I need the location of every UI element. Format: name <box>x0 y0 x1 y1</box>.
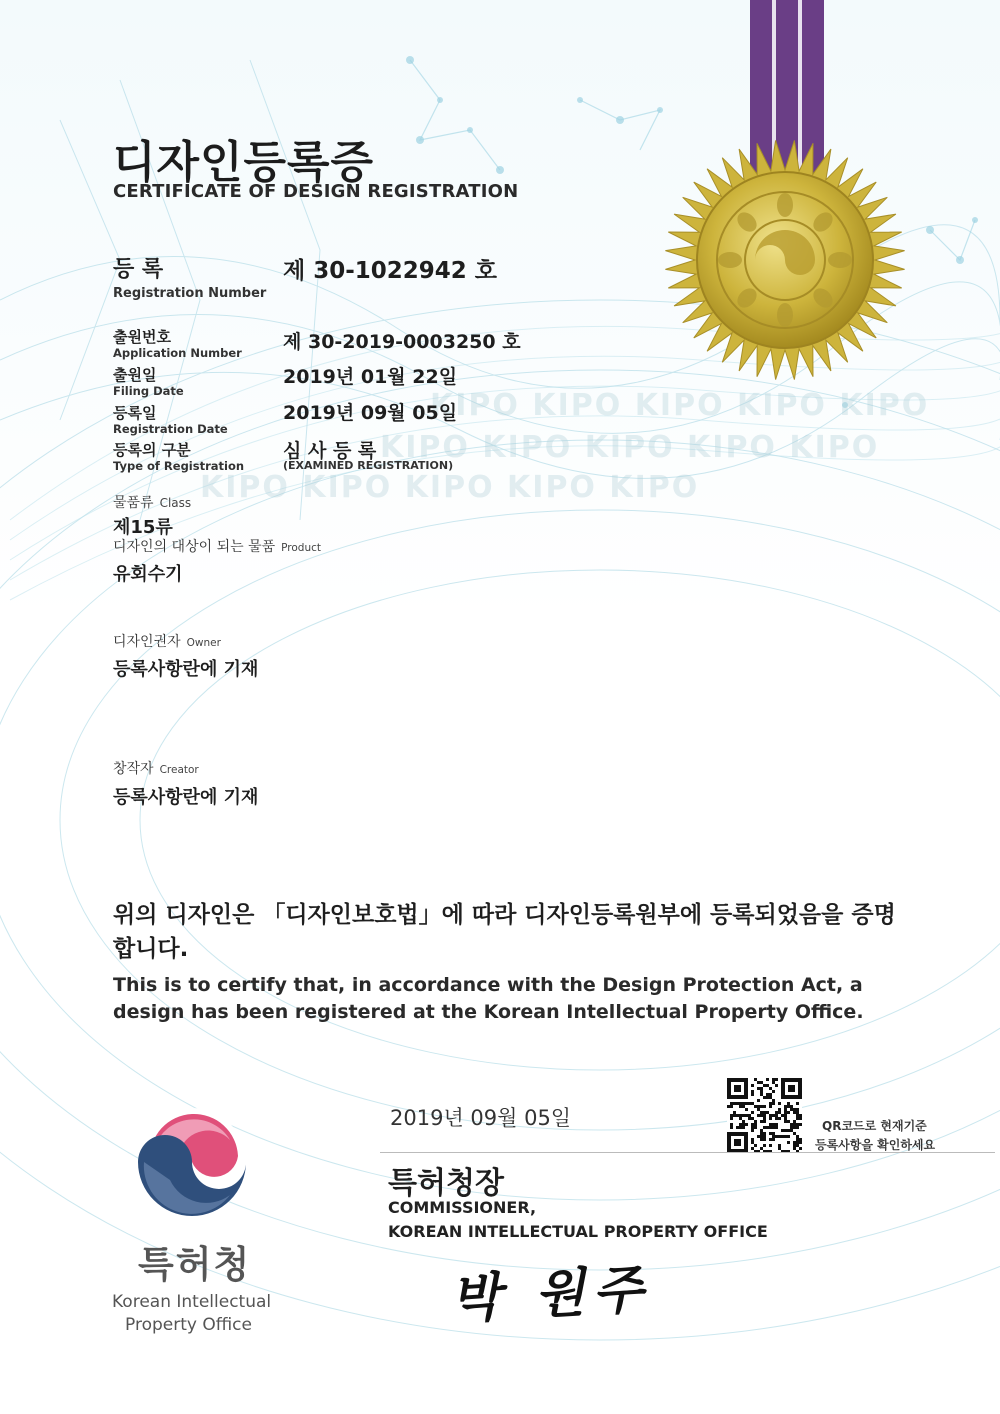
signature: 박 원주 <box>448 1258 653 1331</box>
qr-note-line2: 등록사항을 확인하세요 <box>815 1138 936 1152</box>
kipo-logo-icon <box>130 1100 255 1225</box>
qr-note-line1: QR코드로 현재기준 <box>822 1119 927 1133</box>
registration-date-label: 등록일 <box>113 404 157 422</box>
owner-label <box>113 631 221 651</box>
registration-date: 2019년 09월 05일 <box>283 402 458 424</box>
class-label-korean: 물품류 <box>113 495 154 511</box>
owner-label-english: Owner <box>186 637 221 649</box>
divider <box>380 1152 995 1153</box>
office-name-korean: 특허청 <box>138 1243 252 1286</box>
certificate-title: 디자인등록증 <box>113 137 375 188</box>
owner-label-korean: 디자인권자 <box>113 634 181 650</box>
creator-label-english: Creator <box>159 764 199 776</box>
filing-date: 2019년 01월 22일 <box>283 366 458 388</box>
gold-seal <box>660 135 910 385</box>
product-label-english: Product <box>281 542 321 554</box>
creator-label-korean: 창작자 <box>113 761 154 777</box>
registration-type-label-english: Type of Registration <box>113 459 245 473</box>
product-label-korean: 디자인의 대상이 되는 물품 <box>113 539 276 555</box>
application-number-label-english: Application Number <box>113 346 242 360</box>
qr-code[interactable] <box>727 1078 802 1153</box>
registration-label-english: Registration Number <box>113 286 267 301</box>
office-name-english-line1: Korean Intellectual <box>112 1292 272 1312</box>
registration-label: 등 록 <box>113 257 164 282</box>
watermark-row: KIPO KIPO KIPO KIPO KIPO <box>200 470 700 505</box>
creator-value: 등록사항란에 기재 <box>113 787 259 808</box>
commissioner-line1: COMMISSIONER, <box>388 1198 537 1217</box>
creator-label <box>113 758 199 778</box>
declaration-english: This is to certify that, in accordance with the Design Protection Act, a design has been registered at the Korean Intellectual Property Office. <box>113 974 864 1023</box>
watermark-row: KIPO KIPO KIPO KIPO KIPO <box>430 388 930 423</box>
class-label-english: Class <box>159 496 192 510</box>
filing-date-label: 출원일 <box>113 366 157 384</box>
application-number: 제 30-2019-0003250 호 <box>283 331 521 353</box>
owner-value: 등록사항란에 기재 <box>113 659 259 680</box>
registration-type-english: (EXAMINED REGISTRATION) <box>283 459 454 472</box>
registration-type-label: 등록의 구분 <box>113 441 191 459</box>
certificate-title-english: CERTIFICATE OF DESIGN REGISTRATION <box>113 181 519 202</box>
commissioner-title: 특허청장 <box>388 1166 504 1201</box>
declaration-korean: 위의 디자인은 「디자인보호법」에 따라 디자인등록원부에 등록되었음을 증명합니다. <box>113 902 896 962</box>
registration-type: 심 사 등 록 <box>283 440 377 462</box>
registration-date-label-english: Registration Date <box>113 422 228 436</box>
product-value: 유회수기 <box>113 564 183 585</box>
filing-date-label-english: Filing Date <box>113 384 184 398</box>
application-number-label: 출원번호 <box>113 328 171 346</box>
product-label <box>113 536 321 556</box>
registration-number: 제 30-1022942 호 <box>283 258 498 284</box>
issue-date: 2019년 09월 05일 <box>390 1106 572 1130</box>
office-name-english-line2: Property Office <box>125 1315 252 1335</box>
watermark-row: KIPO KIPO KIPO KIPO KIPO <box>380 430 880 465</box>
commissioner-line2: KOREAN INTELLECTUAL PROPERTY OFFICE <box>388 1222 768 1241</box>
class-label <box>113 492 191 512</box>
class-value: 제15류 <box>113 517 173 538</box>
